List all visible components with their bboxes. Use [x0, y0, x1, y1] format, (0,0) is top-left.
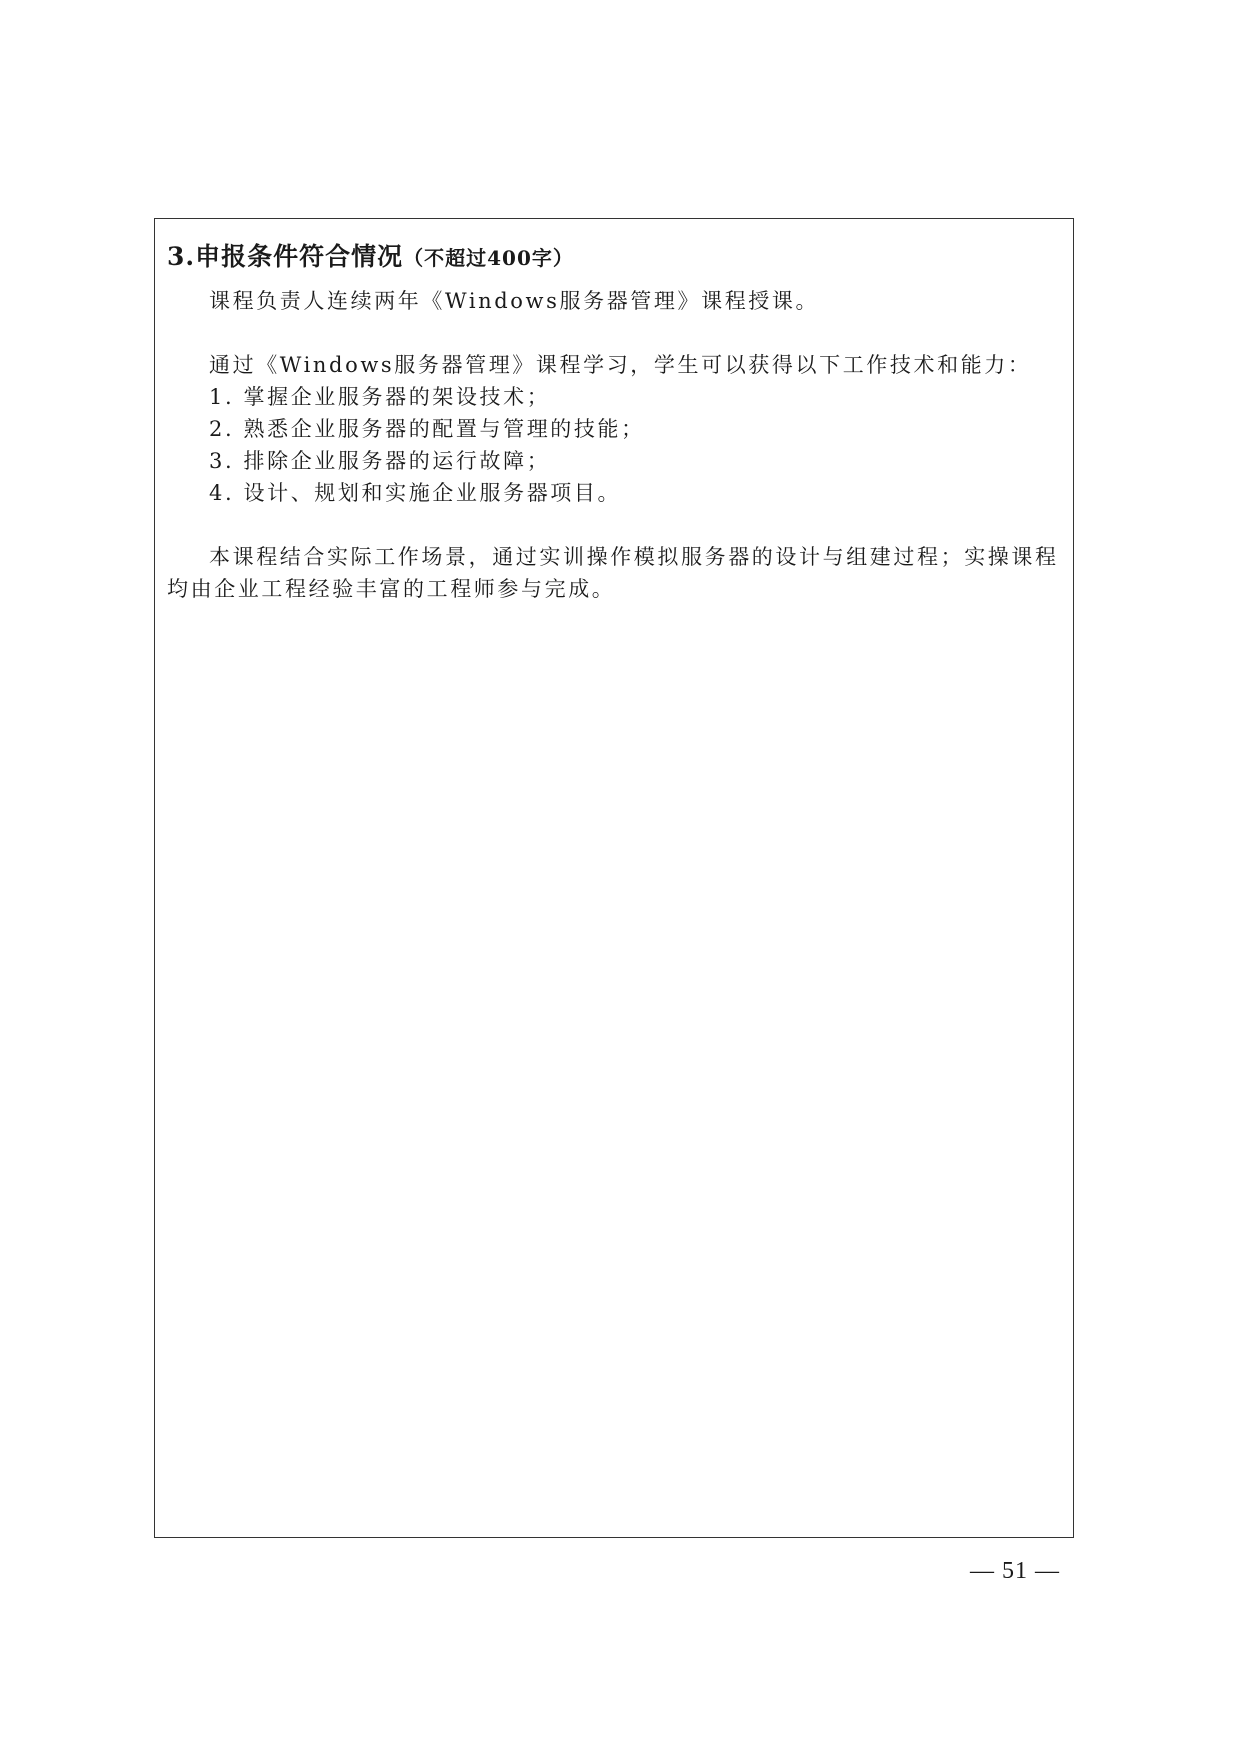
paragraph-course-practice: 本课程结合实际工作场景，通过实训操作模拟服务器的设计与组建过程；实操课程均由企业工程经验丰富的工程师参与完成。 [167, 545, 1059, 601]
skills-list [167, 381, 1061, 509]
paragraph-skills-intro: 通过《Windows服务器管理》课程学习，学生可以获得以下工作技术和能力： [209, 353, 1032, 377]
list-item: 2. 熟悉企业服务器的配置与管理的技能； [209, 417, 645, 441]
section-title [167, 237, 574, 273]
word-limit-note: （不超过400字） [403, 246, 574, 270]
section-content [167, 285, 1061, 605]
paragraph-teaching-history: 课程负责人连续两年《Windows服务器管理》课程授课。 [209, 289, 820, 313]
section-title-text: 3.申报条件符合情况 [167, 242, 404, 271]
page-number: — 51 — [970, 1558, 1060, 1584]
form-box [154, 218, 1074, 1538]
list-item: 3. 排除企业服务器的运行故障； [209, 449, 551, 473]
list-item: 1. 掌握企业服务器的架设技术； [209, 385, 551, 409]
list-item: 4. 设计、规划和实施企业服务器项目。 [209, 481, 622, 505]
